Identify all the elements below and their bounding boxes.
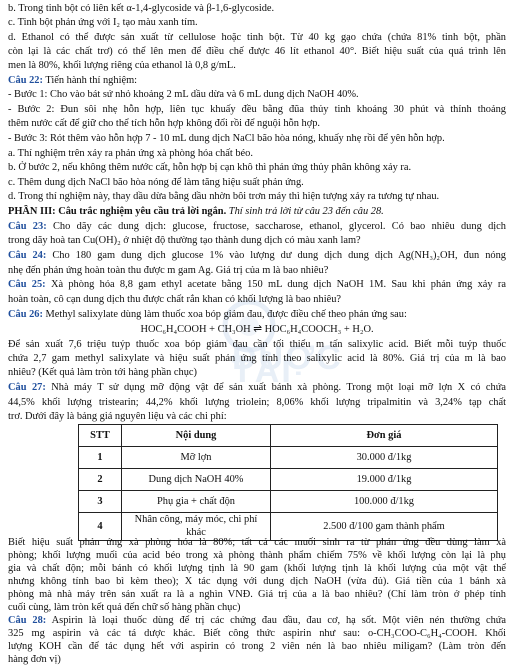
- question-28-text: Aspirin là loại thuốc dùng để trị các chứng đau đầu, đau cơ, hạ sốt. Một viên nén thường chứa: [46, 615, 506, 626]
- table-cell-stt: 4: [79, 513, 122, 541]
- question-27-line9: cuối cùng, làm tròn kết quả đến chữ số hàng phần chục): [8, 602, 241, 613]
- statement-d: d. Trong thí nghiệm này, thay dầu dừa bằng dầu nhờn bôi trơn máy thì hiện tượng xảy ra tương tự nhau.: [8, 191, 440, 202]
- step-2-line2: thêm nước cất để giữ cho thể tích hỗn hợp không đổi rồi để nguội hỗn hợp.: [8, 118, 320, 129]
- table-cell-price: 100.000 đ/1kg: [271, 491, 498, 513]
- question-26-line1: [8, 308, 506, 321]
- table-cell-item: Nhân công, máy móc, chi phí khác: [122, 513, 271, 541]
- table-cell-price: 2.500 đ/100 gam thành phẩm: [271, 513, 498, 541]
- table-row: [79, 447, 498, 469]
- question-24-line1: [8, 249, 506, 262]
- question-27-label: Câu 27:: [8, 382, 46, 393]
- table-cell-item: Mỡ lợn: [122, 447, 271, 469]
- question-22: [8, 74, 506, 87]
- table-header-stt: STT: [79, 425, 122, 447]
- table-header-price: Đơn giá: [271, 425, 498, 447]
- question-23-line1: [8, 220, 506, 233]
- question-28-line4: hàng đơn vị): [8, 654, 61, 665]
- step-3: - Bước 3: Rót thêm vào hỗn hợp 7 - 10 mL dung dịch NaCl bão hòa nóng, khuấy nhẹ rồi để yên hỗn hợp.: [8, 133, 445, 144]
- table-cell-item: Dung dịch NaOH 40%: [122, 469, 271, 491]
- step-1: - Bước 1: Cho vào bát sứ nhỏ khoảng 2 mL dầu dừa và 6 mL dung dịch NaOH 40%.: [8, 89, 359, 100]
- table-header-content: Nội dung: [122, 425, 271, 447]
- question-25-label: Câu 25:: [8, 279, 46, 290]
- question-28-label: Câu 28:: [8, 615, 47, 626]
- question-24-line2: nhẹ đến phản ứng hoàn toàn thu được m gam Ag. Giá trị của m là bao nhiêu?: [8, 265, 329, 276]
- question-23-text: Cho dãy các dung dịch: glucose, fructose, saccharose, ethanol, glycerol. Có bao nhiêu dung dịch: [46, 221, 506, 232]
- step-2-line1: - Bước 2: Đun sôi nhẹ hỗn hợp, liên tục khuấy đều bằng đũa thủy tinh khoảng 30 phút và thỉnh thoảng: [8, 104, 506, 115]
- statement-d-line3: men là 80%, khối lượng riêng của ethanol là 0,8 g/mL.: [8, 60, 236, 71]
- question-23-label: Câu 23:: [8, 221, 47, 232]
- question-28-line2: 325 mg aspirin và các tá dược khác. Biết công thức aspirin như sau: o-CH₃COO-C₆H₄-COOH. Khối: [8, 628, 506, 639]
- question-25-line2: hoàn toàn, cô cạn dung dịch thu được chất rắn khan có khối lượng là bao nhiêu?: [8, 294, 342, 305]
- statement-b: b. Trong tinh bột có liên kết α-1,4-glycoside và β-1,6-glycoside.: [8, 3, 275, 14]
- reaction-equation: HOC₆H₄COOH + CH₃OH ⇌ HOC₆H₄COOCH₃ + H₂O.: [140, 324, 374, 335]
- statement-d-line1: d. Ethanol có thể được sản xuất từ cellulose hoặc tinh bột. Từ 40 kg gạo chứa (chứa 81% tinh bột, phần: [8, 32, 506, 43]
- question-27-line6: gia và chất độn; mỗi bánh có khối lượng tịnh là 90 gam (khối lượng tịnh là khối lượng của một vật thể: [8, 563, 506, 574]
- question-25-line1: [8, 278, 506, 291]
- question-27-line1: [8, 381, 506, 394]
- question-27-line7: nhưng không tính bao bì kèm theo); X tác dụng với dung dịch NaOH (vừa đủ). Giá tiền của 1 bánh xà: [8, 576, 506, 587]
- statement-b: b. Ở bước 2, nếu không thêm nước cất, hỗn hợp bị cạn khô thì phản ứng thủy phân không xảy ra.: [8, 162, 412, 173]
- table-cell-item: Phụ gia + chất độn: [122, 491, 271, 513]
- question-24-label: Câu 24:: [8, 250, 47, 261]
- table-header-row: [79, 425, 498, 447]
- question-27-line4: Biết hiệu suất phản ứng xà phòng hóa là 80%; tất cả các muối sinh ra từ phản ứng đều dùng làm xà: [8, 537, 506, 548]
- section-3-note: Thí sinh trả lời từ câu 23 đến câu 28.: [226, 206, 384, 217]
- table-cell-stt: 1: [79, 447, 122, 469]
- table-cell-price: 30.000 đ/1kg: [271, 447, 498, 469]
- statement-c: c. Tinh bột phản ứng với I₂ tạo màu xanh tím.: [8, 17, 198, 28]
- question-25-text: Xà phòng hóa 8,8 gam ethyl acetate bằng 150 mL dung dịch NaOH 1M. Sau khi phản ứng xảy ra: [45, 279, 506, 290]
- question-26-text: Methyl salixylate dùng làm thuốc xoa bóp giảm đau, được điều chế theo phản ứng sau:: [42, 309, 407, 320]
- question-27-line8: phòng mà nhà máy trên sản xuất ra là a nghìn VNĐ. Giá trị của a là bao nhiêu? (Chỉ làm tròn ở phép tính: [8, 589, 506, 600]
- statement-a: a. Thí nghiệm trên xảy ra phản ứng xà phòng hóa chất béo.: [8, 148, 253, 159]
- table-cell-stt: 2: [79, 469, 122, 491]
- table-cell-stt: 3: [79, 491, 122, 513]
- question-26-line3: Để sản xuất 7,6 triệu tuýp thuốc xoa bóp giảm đau cần tối thiểu m tấn salixylic acid. Biết mỗi tuýp thuốc: [8, 339, 506, 350]
- table-row: [79, 469, 498, 491]
- question-27-line5: phòng; khối lượng muối của acid béo trong xà phòng thành phẩm chiếm 75% về khối lượng còn lại là phụ: [8, 550, 506, 561]
- statement-d-line2: còn lại là các chất trơ) có thể lên men để điều chế được 46 lít ethanol 40°. Biết hiệu suất của quá trình lên: [8, 46, 506, 57]
- section-3-heading: [8, 205, 506, 218]
- price-table: [78, 424, 498, 541]
- question-22-label: Câu 22:: [8, 75, 43, 86]
- question-28-line1: [8, 614, 506, 627]
- question-27-line3: trơ. Dưới đây là bảng giá nguyên liệu và các chi phí:: [8, 411, 227, 422]
- question-28-line3: lượng KOH cần để tác dụng hết với aspirin có trong 2 viên nén là bao nhiêu miligam? (Làm tròn đến: [8, 641, 506, 652]
- section-3-title: PHẦN III: Câu trắc nghiệm yêu cầu trả lời ngắn.: [8, 206, 227, 217]
- question-23-line2: trong dãy hoà tan Cu(OH)₂ ở nhiệt độ thường tạo thành dung dịch có màu xanh lam?: [8, 235, 361, 246]
- table-row: [79, 491, 498, 513]
- table-cell-price: 19.000 đ/1kg: [271, 469, 498, 491]
- question-27-text: Nhà máy T sử dụng mỡ động vật để sản xuất bánh xà phòng. Trong một loại mỡ lợn X có chứa: [45, 382, 506, 393]
- question-27-line2: 44,5% khối lượng tristearin; 44,2% khối lượng triolein; 8,06% khối lượng tripalmitin và 3,24% tạp chất: [8, 397, 506, 408]
- question-26-line4: chứa 2,7 gam methyl salixylate và hiệu suất phản ứng tính theo salixylic acid là 80%. Giá trị của m là bao: [8, 353, 506, 364]
- watermark: ĐUỢC TẢI: [232, 339, 343, 391]
- statement-c: c. Thêm dung dịch NaCl bão hòa nóng để làm tăng hiệu suất phản ứng.: [8, 177, 304, 188]
- question-22-text: Tiến hành thí nghiệm:: [42, 75, 138, 86]
- question-26-label: Câu 26:: [8, 309, 43, 320]
- question-26-line5: nhiêu? (Kết quả làm tròn tới hàng phần chục): [8, 367, 197, 378]
- question-24-text: Cho 180 gam dung dịch glucose 1% vào lượng dư dung dịch dung dịch Ag(NH₃)₂OH, đun nóng: [46, 250, 506, 261]
